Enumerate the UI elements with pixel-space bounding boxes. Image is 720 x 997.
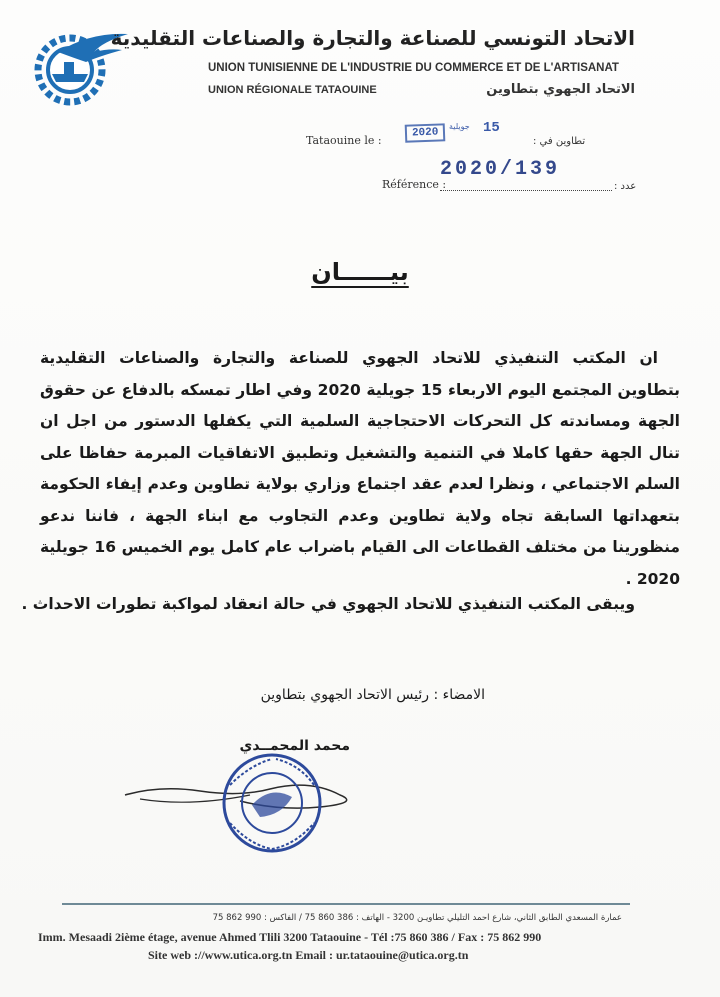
signature-and-seal-icon <box>120 745 390 865</box>
date-label-arabic: تطاوين في : <box>533 136 586 147</box>
footer-address-french: Imm. Mesaadi 2ième étage, avenue Ahmed Tlili 3200 Tataouine - Tél :75 860 386 / Fax : 75 862 990 <box>38 930 542 944</box>
footer-address-arabic: عمارة المسعدي الطابق الثاني، شارع احمد التليلي تطاويـن 3200 - الهاتف : 386 860 75 / الفاكس : 990 862 75 <box>212 913 622 923</box>
document-title: بيــــــان <box>311 258 409 286</box>
date-stamp-year: 2020 <box>405 123 446 142</box>
signature-label: الامضاء : رئيس الاتحاد الجهوي بتطاوين <box>260 687 485 703</box>
org-name-arabic: الاتحاد التونسي للصناعة والتجارة والصناعات التقليدية <box>110 26 635 50</box>
footer-divider <box>62 903 630 905</box>
region-name-french: UNION RÉGIONALE TATAOUINE <box>208 84 377 96</box>
statement-paragraph: ان المكتب التنفيذي للاتحاد الجهوي للصناعة والتجارة والصناعات التقليدية بتطاوين المجتمع اليوم الاربعاء 15 جويلية 2020 وفي اطار تمسكه بالدفاع عن حقوق الجهة ومساندته كل التحركات الاحتجاجية السلمية التي يكفلها الدستور من اجل ان تنال الجهة حقها كاملا في التنمية والتشغيل وتطبيق الاتفاقيات المبرمة حفاظا على السلم الاجتماعي ، ونظرا لعدم عقد اجتماع وزاري بولاية تطاوين وعدم إيفاء الحكومة بتعهداتها السابقة تجاه ولاية تطاوين وعدم التجاوب مع ابناء الجهة ، فاننا ندعو منظورينا من مختلف القطاعات الى القيام باضراب عام كامل يوم الخميس 16 جويلية 2020 . <box>40 349 680 588</box>
org-name-french: UNION TUNISIENNE DE L'INDUSTRIE DU COMMERCE ET DE L'ARTISANAT <box>208 62 619 74</box>
signatory-name: محمد المحمــدي <box>239 738 350 754</box>
reference-label-arabic: عدد : <box>614 181 637 192</box>
statement-closing: ويبقى المكتب التنفيذي للاتحاد الجهوي في حالة انعقاد لمواكبة تطورات الاحداث . <box>21 595 635 613</box>
date-label-french: Tataouine le : <box>306 134 382 147</box>
region-name-arabic: الاتحاد الجهوي بتطاوين <box>486 82 635 97</box>
footer-web-email: Site web ://www.utica.org.tn Email : ur.tataouine@utica.org.tn <box>148 948 469 962</box>
reference-label-french: Référence : <box>382 178 447 191</box>
reference-number: 2020/139 <box>440 158 561 181</box>
reference-dotted-line <box>440 189 612 191</box>
date-stamp-month: جويلية <box>449 122 470 131</box>
date-stamp <box>405 120 515 146</box>
statement-body <box>40 343 680 595</box>
date-stamp-day: 15 <box>483 120 500 136</box>
